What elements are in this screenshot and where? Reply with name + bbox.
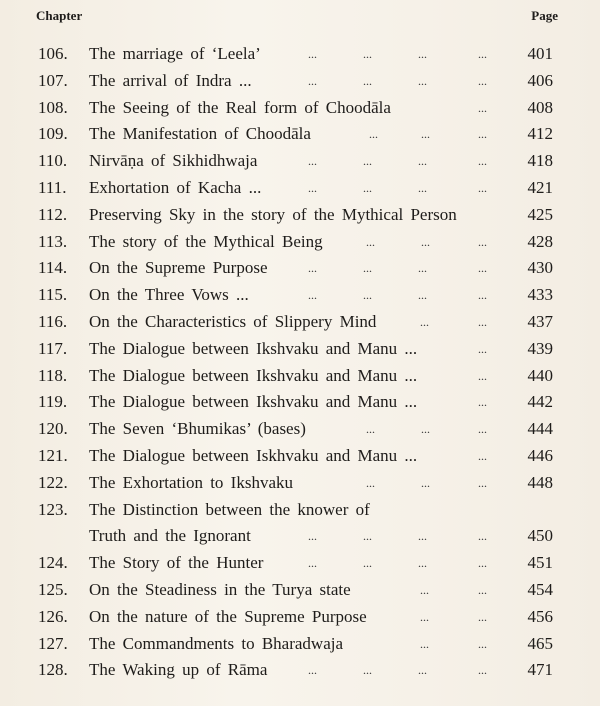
page-number: 446 (527, 445, 553, 465)
chapter-title: On the Steadiness in the Turya state (89, 579, 351, 599)
page-number: 442 (527, 392, 553, 412)
chapter-number: 123. (38, 499, 68, 519)
chapter-title: On the Characteristics of Slippery Mind (89, 311, 377, 331)
chapter-title: Nirvāṇa of Sikhidhwaja (89, 151, 258, 171)
chapter-title: On the Three Vows ... (89, 285, 249, 305)
chapter-title: The Manifestation of Choodāla (89, 124, 311, 144)
chapter-title: The Seven ‘Bhumikas’ (bases) (89, 419, 306, 439)
leader-dots: ... (308, 154, 317, 169)
leader-dots: ... (363, 261, 372, 276)
leader-dots: ... (478, 663, 487, 678)
page-number: 425 (527, 204, 553, 224)
chapter-title: The Dialogue between Ikshvaku and Manu ... (89, 392, 418, 412)
leader-dots: ... (418, 288, 427, 303)
leader-dots: ... (418, 663, 427, 678)
chapter-title: The Waking up of Rāma (89, 660, 268, 680)
chapter-number: 127. (38, 633, 68, 653)
leader-dots: ... (308, 556, 317, 571)
chapter-title: The Dialogue between Ikshvaku and Manu ... (89, 338, 418, 358)
page-number: 451 (527, 553, 553, 573)
chapter-number: 108. (38, 97, 68, 117)
leader-dots: ... (478, 314, 487, 329)
chapter-title: The Story of the Hunter (89, 553, 264, 573)
leader-dots: ... (478, 288, 487, 303)
leader-dots: ... (418, 261, 427, 276)
chapter-title: The arrival of Indra ... (89, 70, 252, 90)
chapter-title: The Seeing of the Real form of Choodāla (89, 97, 391, 117)
chapter-number: 113. (38, 231, 68, 251)
page-number: 456 (527, 606, 553, 626)
leader-dots: ... (420, 582, 429, 597)
chapter-title: Preserving Sky in the story of the Mythical Person (89, 204, 457, 224)
leader-dots: ... (478, 180, 487, 195)
page-number: 439 (527, 338, 553, 358)
toc-entry (0, 202, 600, 229)
leader-dots: ... (418, 556, 427, 571)
chapter-number: 109. (38, 124, 68, 144)
chapter-number: 124. (38, 553, 68, 573)
leader-dots: ... (363, 556, 372, 571)
chapter-number: 126. (38, 606, 68, 626)
chapter-number: 125. (38, 579, 68, 599)
toc-entry (0, 363, 600, 390)
leader-dots: ... (308, 261, 317, 276)
leader-dots: ... (420, 609, 429, 624)
page-number: 421 (527, 177, 553, 197)
leader-dots: ... (308, 288, 317, 303)
leader-dots: ... (478, 636, 487, 651)
chapter-title: The Commandments to Bharadwaja (89, 633, 344, 653)
chapter-number: 106. (38, 44, 68, 63)
leader-dots: ... (418, 73, 427, 88)
toc-entry (0, 577, 600, 604)
leader-dots: ... (478, 234, 487, 249)
leader-dots: ... (478, 154, 487, 169)
chapter-column-label: Chapter (36, 8, 83, 23)
leader-dots: ... (308, 180, 317, 195)
leader-dots: ... (478, 582, 487, 597)
chapter-number: 119. (38, 392, 68, 412)
leader-dots: ... (308, 529, 317, 544)
toc-entry (0, 121, 600, 148)
leader-dots: ... (308, 73, 317, 88)
leader-dots: ... (363, 73, 372, 88)
leader-dots: ... (478, 448, 487, 463)
chapter-title-continued: Truth and the Ignorant (89, 526, 251, 546)
leader-dots: ... (478, 261, 487, 276)
chapter-number: 122. (38, 472, 68, 492)
leader-dots: ... (363, 529, 372, 544)
toc-entry (0, 148, 600, 175)
leader-dots: ... (478, 609, 487, 624)
leader-dots: ... (363, 288, 372, 303)
leader-dots: ... (421, 475, 430, 490)
toc-entry (0, 255, 600, 282)
toc-entry (0, 657, 600, 684)
page-number: 406 (527, 70, 553, 90)
page-number: 401 (527, 44, 553, 63)
page-column-label: Page (531, 8, 558, 23)
chapter-number: 121. (38, 445, 68, 465)
page-number: 412 (527, 124, 553, 144)
toc-entry (0, 336, 600, 363)
toc-entry (0, 631, 600, 658)
chapter-number: 117. (38, 338, 68, 358)
toc-entry (0, 470, 600, 497)
chapter-number: 112. (38, 204, 68, 224)
page-number: 437 (527, 311, 553, 331)
chapter-number: 114. (38, 258, 68, 278)
leader-dots: ... (363, 663, 372, 678)
leader-dots: ... (418, 47, 427, 61)
toc-entry (0, 95, 600, 122)
toc-header (36, 8, 558, 26)
chapter-title: Exhortation of Kacha ... (89, 177, 262, 197)
toc-entry (0, 389, 600, 416)
leader-dots: ... (421, 234, 430, 249)
chapter-number: 110. (38, 151, 68, 171)
toc-entry (0, 68, 600, 95)
toc-entry (0, 443, 600, 470)
page-number: 450 (527, 526, 553, 546)
leader-dots: ... (418, 154, 427, 169)
chapter-title: The Dialogue between Iskhvaku and Manu ... (89, 445, 418, 465)
toc-entry (0, 604, 600, 631)
page-number: 465 (527, 633, 553, 653)
leader-dots: ... (478, 127, 487, 142)
page-number: 418 (527, 151, 553, 171)
chapter-number: 118. (38, 365, 68, 385)
chapter-title: On the nature of the Supreme Purpose (89, 606, 367, 626)
chapter-title: The Exhortation to Ikshvaku (89, 472, 293, 492)
leader-dots: ... (418, 180, 427, 195)
leader-dots: ... (478, 529, 487, 544)
leader-dots: ... (478, 422, 487, 437)
leader-dots: ... (366, 234, 375, 249)
page-number: 454 (527, 579, 553, 599)
chapter-title: The Dialogue between Ikshvaku and Manu ... (89, 365, 418, 385)
leader-dots: ... (366, 475, 375, 490)
toc-entry (0, 309, 600, 336)
leader-dots: ... (478, 556, 487, 571)
leader-dots: ... (363, 180, 372, 195)
leader-dots: ... (418, 529, 427, 544)
page-number: 408 (527, 97, 553, 117)
toc-entry (0, 497, 600, 551)
leader-dots: ... (363, 47, 372, 61)
page-number: 448 (527, 472, 553, 492)
leader-dots: ... (308, 47, 317, 61)
page-number: 440 (527, 365, 553, 385)
leader-dots: ... (420, 314, 429, 329)
toc-entry (0, 550, 600, 577)
chapter-number: 120. (38, 419, 68, 439)
chapter-number: 107. (38, 70, 68, 90)
chapter-title: The marriage of ‘Leela’ (89, 44, 261, 63)
leader-dots: ... (478, 368, 487, 383)
page-number: 430 (527, 258, 553, 278)
leader-dots: ... (421, 422, 430, 437)
table-of-contents (0, 41, 600, 684)
leader-dots: ... (478, 47, 487, 61)
leader-dots: ... (363, 154, 372, 169)
page-number: 433 (527, 285, 553, 305)
chapter-title: The story of the Mythical Being (89, 231, 323, 251)
page-number: 428 (527, 231, 553, 251)
chapter-number: 111. (38, 177, 67, 197)
toc-entry (0, 416, 600, 443)
leader-dots: ... (369, 127, 378, 142)
chapter-number: 116. (38, 311, 68, 331)
leader-dots: ... (478, 73, 487, 88)
leader-dots: ... (478, 395, 487, 410)
page-number: 444 (527, 419, 553, 439)
toc-entry (0, 175, 600, 202)
chapter-number: 115. (38, 285, 68, 305)
leader-dots: ... (420, 636, 429, 651)
leader-dots: ... (308, 663, 317, 678)
leader-dots: ... (478, 475, 487, 490)
toc-entry (0, 282, 600, 309)
page-number: 471 (527, 660, 553, 680)
chapter-title: The Distinction between the knower of (89, 499, 370, 519)
toc-entry (0, 41, 600, 68)
leader-dots: ... (421, 127, 430, 142)
chapter-title: On the Supreme Purpose (89, 258, 268, 278)
leader-dots: ... (478, 341, 487, 356)
leader-dots: ... (478, 100, 487, 115)
leader-dots: ... (366, 422, 375, 437)
chapter-number: 128. (38, 660, 68, 680)
toc-entry (0, 229, 600, 256)
